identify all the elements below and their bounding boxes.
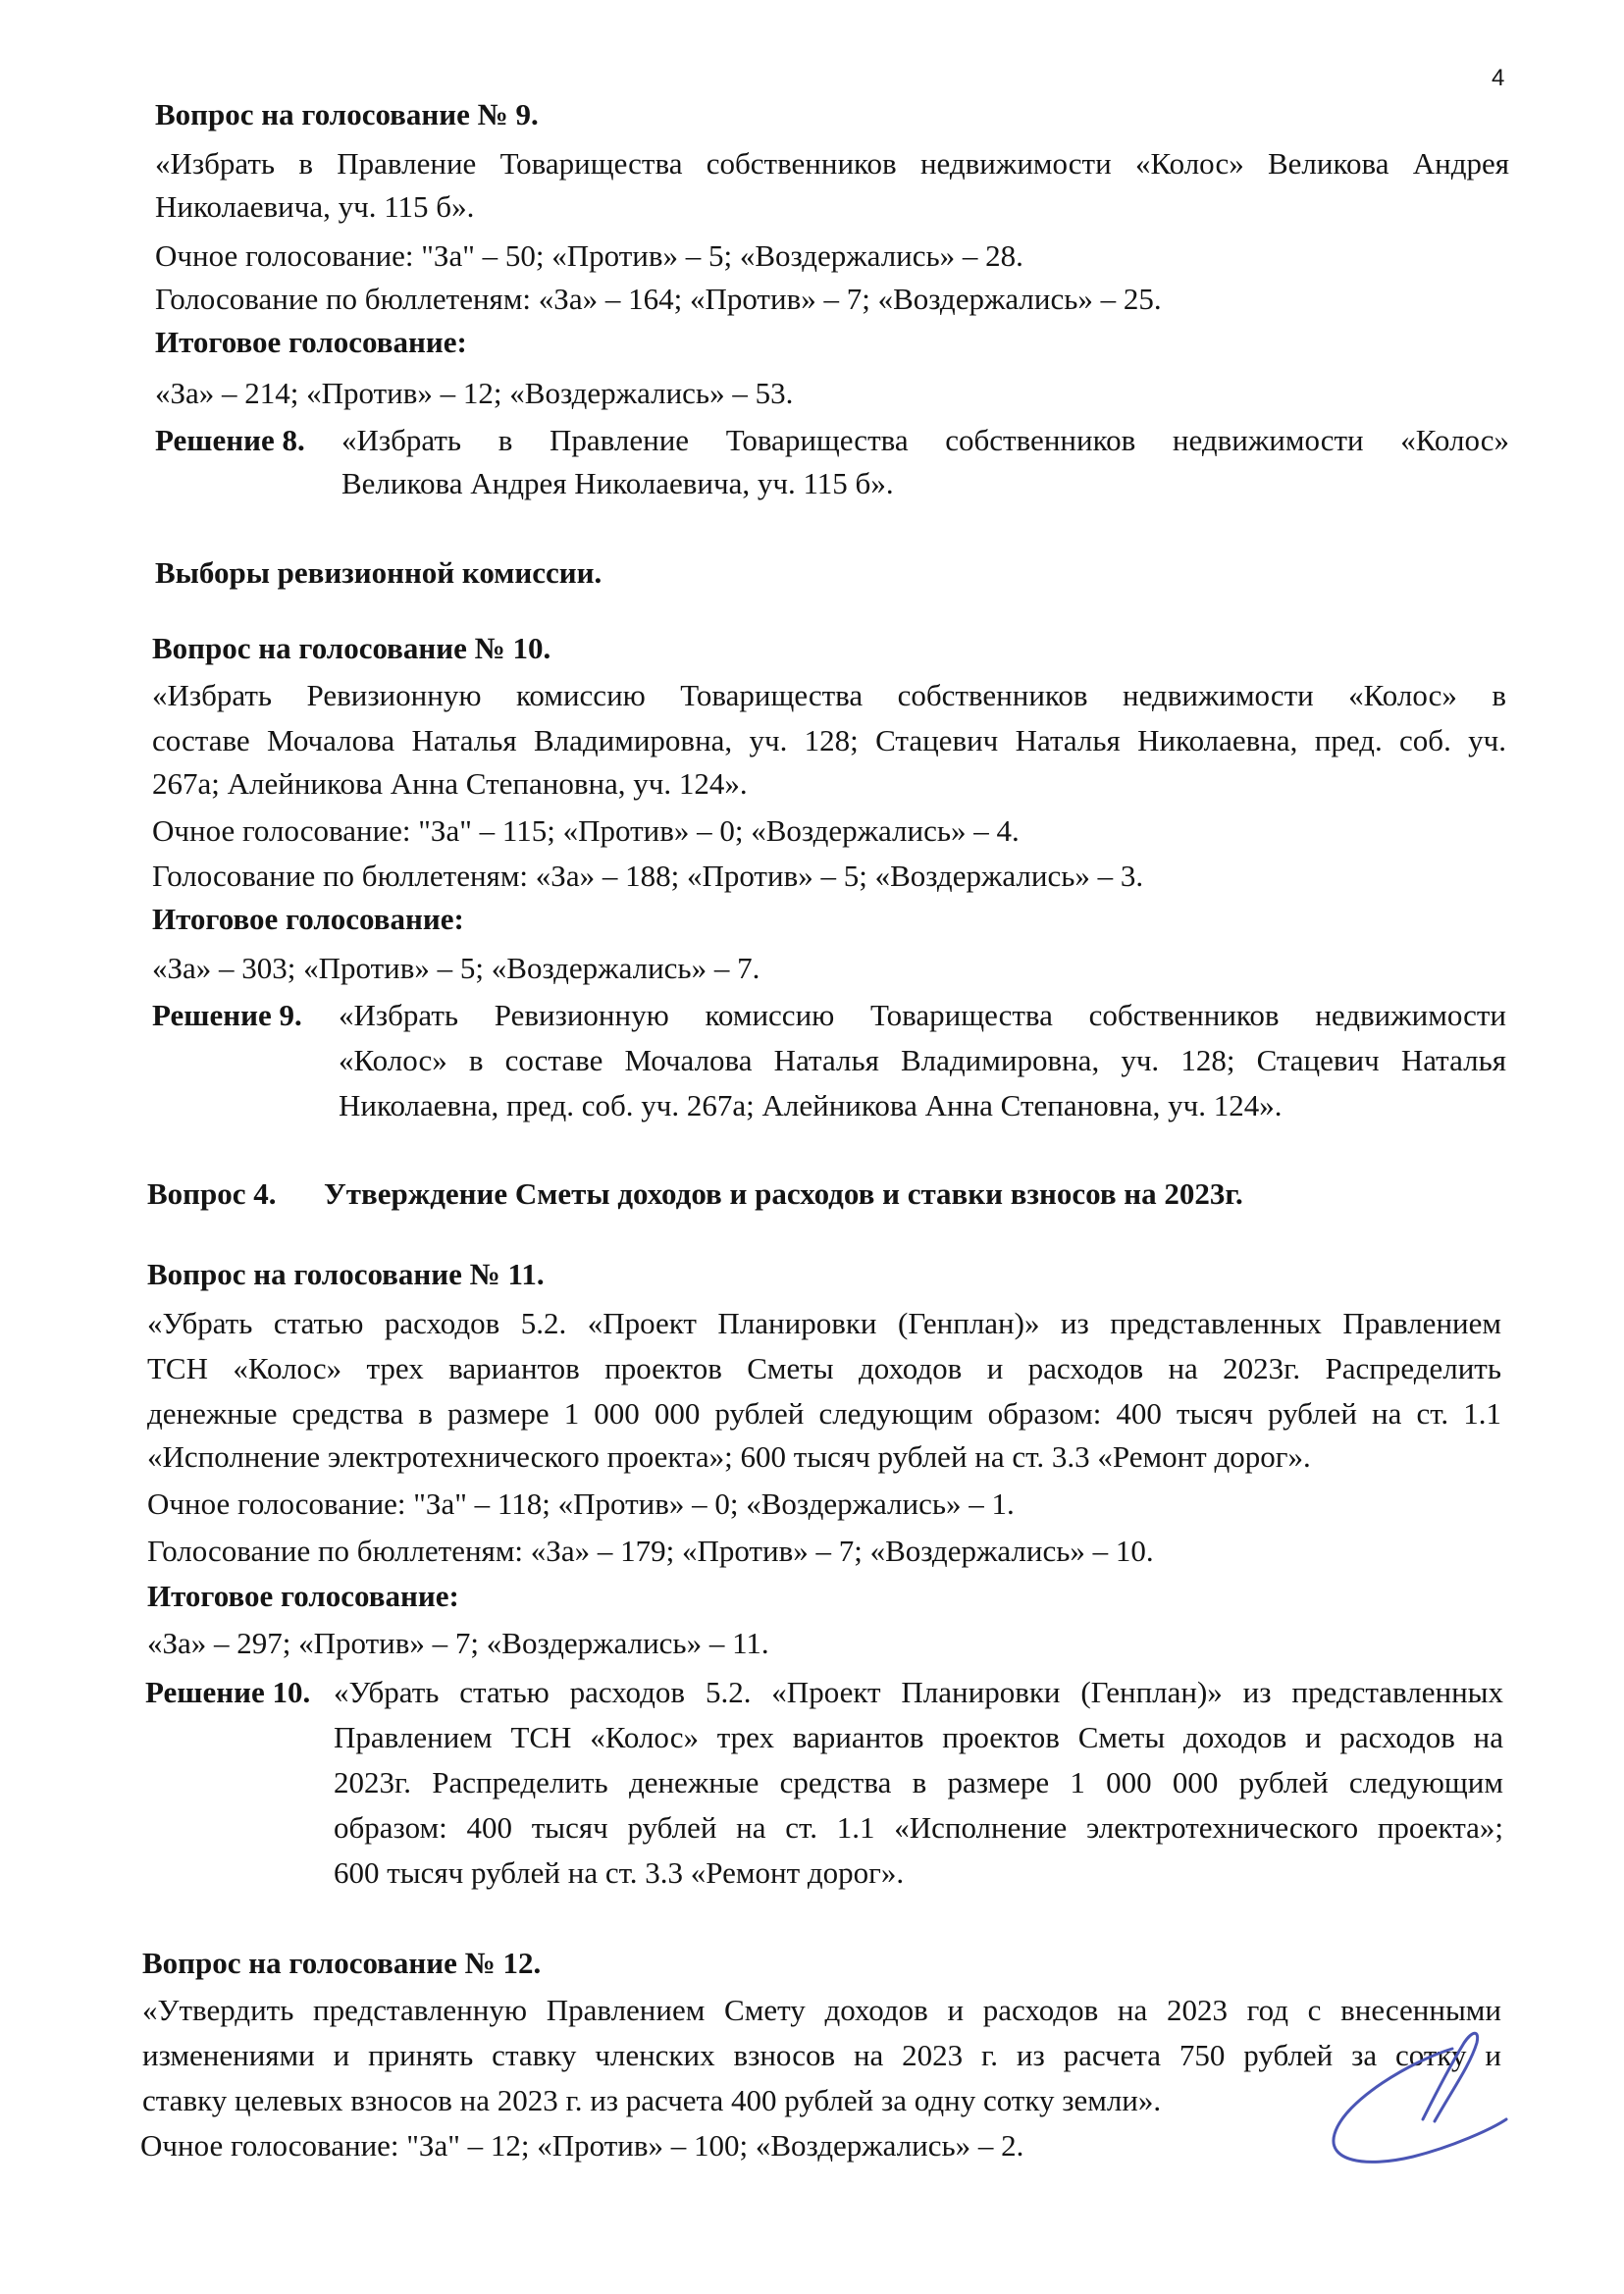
q10-heading: Вопрос на голосование № 10. xyxy=(152,631,551,665)
question-4-label: Вопрос 4. xyxy=(147,1176,277,1211)
q9-final-vote: «За» – 214; «Против» – 12; «Воздержались» – 53. xyxy=(155,376,794,410)
decision-8-label: Решение 8. xyxy=(155,423,305,457)
q12-text-line: изменениями и принять ставку членских взносов на 2023 г. из расчета 750 рублей за сотку и xyxy=(142,2038,1501,2072)
q11-ballot-vote: Голосование по бюллетеням: «За» – 179; «Против» – 7; «Воздержались» – 10. xyxy=(147,1534,1154,1568)
q11-in-person-vote: Очное голосование: "За" – 118; «Против» – 0; «Воздержались» – 1. xyxy=(147,1486,1015,1521)
page-number: 4 xyxy=(1492,65,1505,91)
decision-9-line: Николаевна, пред. соб. уч. 267а; Алейникова Анна Степановна, уч. 124». xyxy=(339,1088,1283,1122)
q9-heading: Вопрос на голосование № 9. xyxy=(155,97,539,131)
decision-8-line: Великова Андрея Николаевича, уч. 115 б». xyxy=(341,466,894,500)
decision-10-line: 2023г. Распределить денежные средства в размере 1 000 000 рублей следующим xyxy=(334,1765,1503,1799)
signature-mark xyxy=(1305,2021,1531,2178)
decision-10-line: Правлением ТСН «Колос» трех вариантов проектов Сметы доходов и расходов на xyxy=(334,1720,1503,1754)
q12-text-line: «Утвердить представленную Правлением Смету доходов и расходов на 2023 год с внесенными xyxy=(142,1993,1501,2027)
q12-heading: Вопрос на голосование № 12. xyxy=(142,1946,542,1980)
q9-text-line: «Избрать в Правление Товарищества собственников недвижимости «Колос» Великова Андрея xyxy=(155,146,1509,181)
q9-text-line: Николаевича, уч. 115 б». xyxy=(155,189,475,224)
q11-final-vote: «За» – 297; «Против» – 7; «Воздержались» – 11. xyxy=(147,1626,769,1660)
question-4-title: Утверждение Сметы доходов и расходов и ставки взносов на 2023г. xyxy=(324,1176,1243,1211)
q10-in-person-vote: Очное голосование: "За" – 115; «Против» – 0; «Воздержались» – 4. xyxy=(152,813,1020,848)
decision-10-line: «Убрать статью расходов 5.2. «Проект Планировки (Генплан)» из представленных xyxy=(334,1675,1503,1709)
q10-final-vote: «За» – 303; «Против» – 5; «Воздержались» – 7. xyxy=(152,951,760,985)
q11-text-line: денежные средства в размере 1 000 000 рублей следующим образом: 400 тысяч рублей на ст. 1.1 xyxy=(147,1396,1501,1431)
q10-text-line: 267а; Алейникова Анна Степановна, уч. 124». xyxy=(152,766,748,801)
decision-9-label: Решение 9. xyxy=(152,998,302,1032)
decision-10-label: Решение 10. xyxy=(145,1675,311,1709)
q11-text-line: «Исполнение электротехнического проекта»; 600 тысяч рублей на ст. 3.3 «Ремонт дорог». xyxy=(147,1439,1311,1474)
q9-in-person-vote: Очное голосование: "За" – 50; «Против» – 5; «Воздержались» – 28. xyxy=(155,238,1023,273)
decision-9-line: «Избрать Ревизионную комиссию Товарищества собственников недвижимости xyxy=(339,998,1506,1032)
decision-9-line: «Колос» в составе Мочалова Наталья Владимировна, уч. 128; Стацевич Наталья xyxy=(339,1043,1506,1077)
section-audit-heading: Выборы ревизионной комиссии. xyxy=(155,555,602,590)
q12-text-line: ставку целевых взносов на 2023 г. из расчета 400 рублей за одну сотку земли». xyxy=(142,2083,1162,2117)
q10-ballot-vote: Голосование по бюллетеням: «За» – 188; «Против» – 5; «Воздержались» – 3. xyxy=(152,859,1144,893)
decision-8-line: «Избрать в Правление Товарищества собственников недвижимости «Колос» xyxy=(341,423,1509,457)
q11-text-line: ТСН «Колос» трех вариантов проектов Сметы доходов и расходов на 2023г. Распределить xyxy=(147,1351,1501,1385)
q9-final-label: Итоговое голосование: xyxy=(155,325,467,359)
q11-text-line: «Убрать статью расходов 5.2. «Проект Планировки (Генплан)» из представленных Правлением xyxy=(147,1306,1501,1340)
q10-text-line: составе Мочалова Наталья Владимировна, уч. 128; Стацевич Наталья Николаевна, пред. соб. уч. xyxy=(152,723,1506,757)
q9-ballot-vote: Голосование по бюллетеням: «За» – 164; «Против» – 7; «Воздержались» – 25. xyxy=(155,282,1162,316)
decision-10-line: 600 тысяч рублей на ст. 3.3 «Ремонт дорог». xyxy=(334,1855,905,1890)
q10-text-line: «Избрать Ревизионную комиссию Товарищества собственников недвижимости «Колос» в xyxy=(152,678,1506,712)
q11-final-label: Итоговое голосование: xyxy=(147,1579,459,1613)
q12-in-person-vote: Очное голосование: "За" – 12; «Против» – 100; «Воздержались» – 2. xyxy=(140,2128,1024,2163)
q11-heading: Вопрос на голосование № 11. xyxy=(147,1257,545,1291)
decision-10-line: образом: 400 тысяч рублей на ст. 1.1 «Исполнение электротехнического проекта»; xyxy=(334,1810,1503,1845)
q10-final-label: Итоговое голосование: xyxy=(152,902,464,936)
